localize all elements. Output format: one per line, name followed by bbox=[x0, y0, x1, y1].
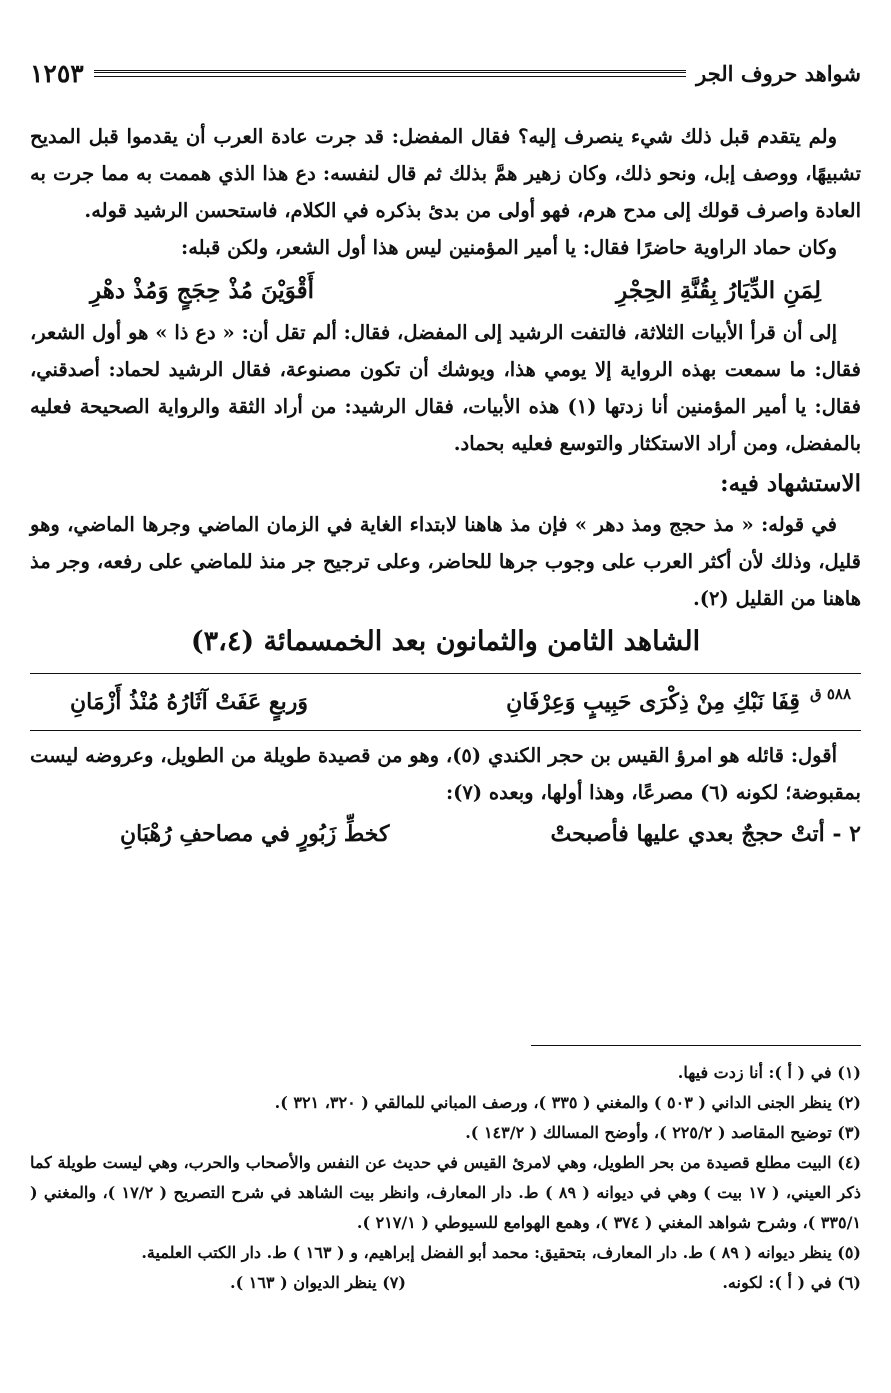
verse2-first-hemistich: أتتْ حججٌ بعدي عليها فأصبحتْ bbox=[550, 820, 825, 847]
paragraph-istishhad: في قوله: « مذ حجج ومذ دهر » فإن مذ هاهنا لابتداء الغاية في الزمان الماضي وجرها الماضي، وهو قليل، وذلك لأن أكثر العرب على وجوب جرها للحاضر، وعلى ترجيح جر منذ للماضي على رفعه، وجر مذ هاهنا من القليل (٢). bbox=[30, 513, 861, 610]
footnote-3: (٣) توضيح المقاصد ( ٢٢٥/٢ )، وأوضح المسالك ( ١٤٣/٢ ). bbox=[465, 1123, 861, 1142]
footnote-1: (١) في ( أ ): أنا زدت فيها. bbox=[677, 1063, 861, 1082]
paragraph-rashid: إلى أن قرأ الأبيات الثلاثة، فالتفت الرشيد إلى المفضل، فقال: ألم تقل أن: « دع ذا » هو أول الشعر، فقال: ما سمعت بهذه الرواية إلا يومي هذا، ويوشك أن تكون مصنوعة، فقال الرشيد لحماد: أصدقني، فقال: يا أمير المؤمنين أنا زدتها (١) هذه الأبيات، فقال الرشيد: من أراد الثقة والرواية الصحيحة فعليه بالمفضل، ومن أراد الاستكثار والتوسع فعليه بحماد. bbox=[30, 321, 861, 455]
paragraph-hammad: وكان حماد الراوية حاضرًا فقال: يا أمير المؤمنين ليس هذا أول الشعر، ولكن قبله: bbox=[181, 236, 837, 259]
footnotes bbox=[30, 1058, 861, 1298]
paragraph-aqulu: أقول: قائله هو امرؤ القيس بن حجر الكندي (٥)، وهو من قصيدة طويلة من الطويل، وعروضه ليست بمقبوضة؛ لكونه (٦) مصرعًا، وهذا أولها، وبعده (٧): bbox=[30, 744, 861, 804]
footnote-4: (٤) البيت مطلع قصيدة من بحر الطويل، وهي لامرئ القيس في حديث عن النفس والأصحاب والحرب، وهي ليست طويلة كما ذكر العيني، ( ١٧ بيت ) وهي في ديوانه ( ٨٩ ) ط. دار المعارف، وانظر بيت الشاهد في شرح التصريح ( ١٧/٢ )، والمغني ( ٣٣٥/١ )، وشرح شواهد المغني ( ٣٧٤ )، وهمع الهوامع للسيوطي ( ٢١٧/١ ). bbox=[30, 1153, 862, 1232]
witness-number: ٥٨٨ ق bbox=[809, 684, 851, 703]
verse2-second-hemistich: كخطِّ زَبُورٍ في مصاحفِ رُهْبَانِ bbox=[120, 820, 390, 847]
footnote-separator bbox=[531, 1045, 861, 1046]
verse-second bbox=[30, 811, 861, 857]
page-header bbox=[30, 56, 861, 90]
paragraph-intro: ولم يتقدم قبل ذلك شيء ينصرف إليه؟ فقال المفضل: قد جرت عادة العرب أن يقدموا قبل المديح تشبيهًا، ووصف إبل، ونحو ذلك، وكان زهير همَّ بذلك ثم قال لنفسه: دع هذا الذي هممت به مما جرت به العادة واصرف قولك إلى مدح هرم، فهو أولى من بدئ بذكره في الكلام، فاستحسن الرشيد قوله. bbox=[30, 125, 861, 222]
verse-number: ٢ - bbox=[832, 820, 861, 847]
footnote-2: (٢) ينظر الجنى الداني ( ٥٠٣ ) والمغني ( ٣٣٥ )، ورصف المباني للمالقي ( ٣٢٠، ٣٢١ ). bbox=[274, 1093, 861, 1112]
verse-hammad bbox=[30, 266, 861, 314]
verse-first-hemistich: لِمَنِ الدِّيَارُ بِقُنَّةِ الحِجْرِ bbox=[616, 276, 821, 304]
header-rule bbox=[94, 70, 686, 77]
footnote-5: (٥) ينظر ديوانه ( ٨٩ ) ط. دار المعارف، بتحقيق: محمد أبو الفضل إبراهيم، و ( ١٦٣ ) ط. دار الكتب العلمية. bbox=[141, 1243, 861, 1262]
footnote-7: (٧) ينظر الديوان ( ١٦٣ ). bbox=[230, 1273, 406, 1292]
verse-second-hemistich: أَقْوَيْنَ مُذْ حِجَجٍ وَمُذْ دهْرِ bbox=[90, 276, 315, 304]
witness-verse bbox=[30, 673, 861, 731]
main-text bbox=[30, 118, 861, 857]
running-title: شواهد حروف الجر bbox=[696, 60, 861, 86]
footnote-6: (٦) في ( أ ): لكونه. bbox=[722, 1273, 861, 1292]
page-number: ١٢٥٣ bbox=[30, 58, 84, 88]
witness-first-hemistich: قِفَا نَبْكِ مِنْ ذِكْرَى حَبِيبٍ وَعِرْفَانِ bbox=[506, 688, 800, 715]
witness-second-hemistich: وَربعٍ عَفَتْ آثَارُهُ مُنْذُ أَزْمَانِ bbox=[70, 688, 309, 715]
witness-title: الشاهد الثامن والثمانون بعد الخمسمائة (٣،٤) bbox=[190, 626, 701, 657]
section-heading-istishhad: الاستشهاد فيه: bbox=[720, 470, 861, 497]
